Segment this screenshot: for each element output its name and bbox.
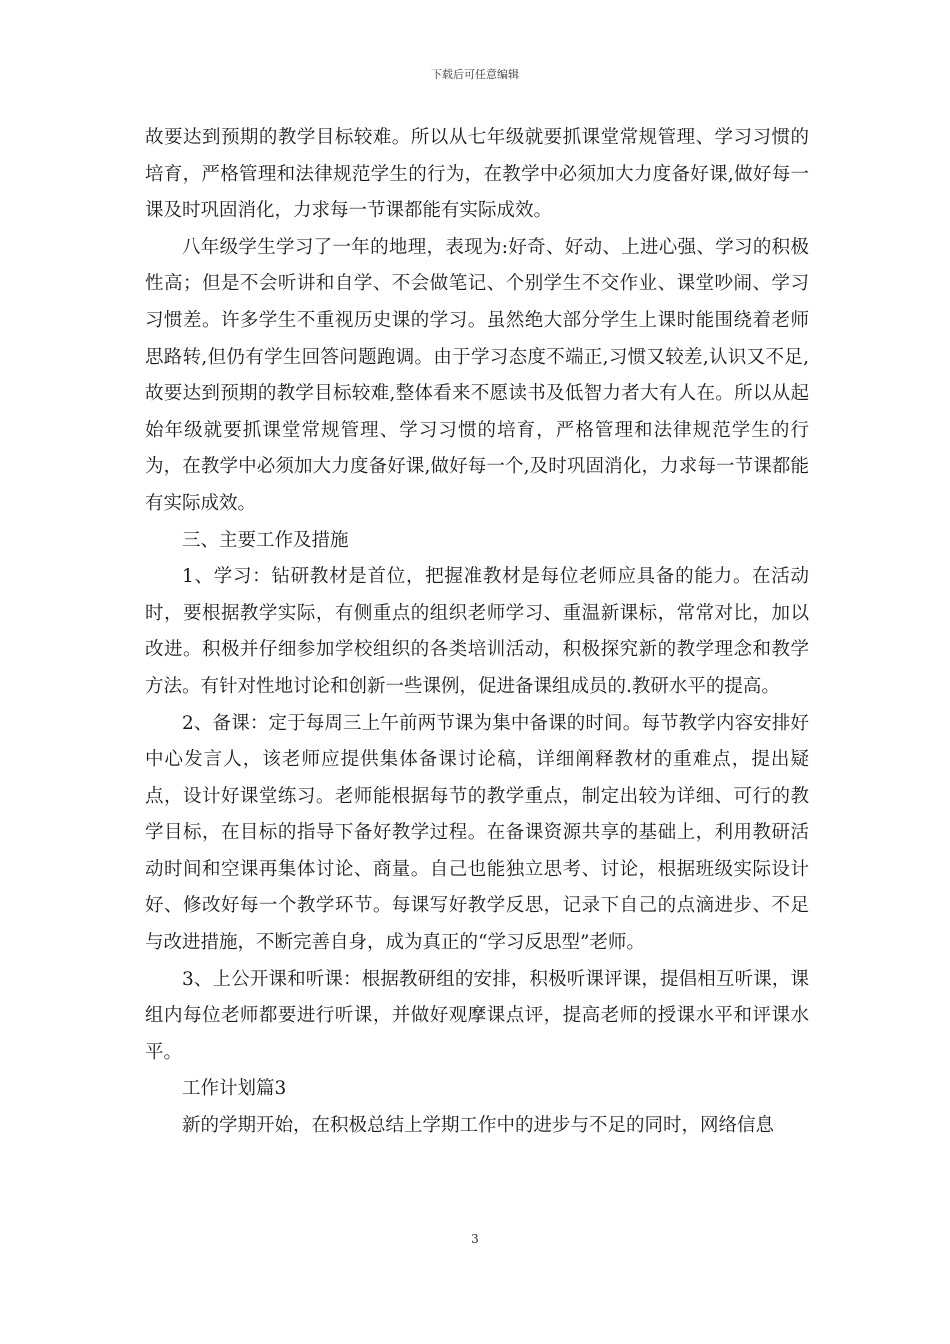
page-header: 下载后可任意编辑 [431,68,519,81]
paragraph-new-semester: 新的学期开始，在积极总结上学期工作中的进步与不足的同时，网络信息 [182,1115,775,1137]
section-heading-work-plan-3: 工作计划篇3 [182,1078,287,1100]
document-body [145,120,809,1145]
paragraph-lesson-prep: 2、备课：定于每周三上午前两节课为集中备课的时间。每节教学内容安排好中心发言人，该老师应提供集体备课讨论稿，详细阐释教材的重难点，提出疑点，设计好课堂练习。老师能根据每节的教学重点，制定出较为详细、可行的教学目标，在目标的指导下备好教学过程。在备课资源共享的基础上，利用教研活动时间和空课再集体讨论、商量。自己也能独立思考、讨论，根据班级实际设计好、修改好每一个教学环节。每课写好教学反思，记录下自己的点滴进步、不足与改进措施，不断完善自身，成为真正的“学习反思型”老师。 [145,712,809,954]
section-heading-main-work: 三、主要工作及措施 [182,529,349,551]
paragraph-study: 1、学习：钻研教材是首位，把握准教材是每位老师应具备的能力。在活动时，要根据教学实际，有侧重点的组织老师学习、重温新课标，常常对比，加以改进。积极并仔细参加学校组织的各类培训活动，积极探究新的教学理念和教学方法。有针对性地讨论和创新一些课例，促进备课组成员的.教研水平的提高。 [145,566,809,697]
paragraph-open-class: 3、上公开课和听课：根据教研组的安排，积极听课评课，提倡相互听课，课组内每位老师都要进行听课，并做好观摩课点评，提高老师的授课水平和评课水平。 [145,968,809,1063]
paragraph-1: 故要达到预期的教学目标较难。所以从七年级就要抓课堂常规管理、学习习惯的培育，严格管理和法律规范学生的行为，在教学中必须加大力度备好课,做好每一课及时巩固消化，力求每一节课都能有实际成效。 [145,127,809,222]
paragraph-2: 八年级学生学习了一年的地理，表现为:好奇、好动、上进心强、学习的积极性高；但是不会听讲和自学、不会做笔记、个别学生不交作业、课堂吵闹、学习习惯差。许多学生不重视历史课的学习。虽然绝大部分学生上课时能围绕着老师思路转,但仍有学生回答问题跑调。由于学习态度不端正,习惯又较差,认识又不足,故要达到预期的教学目标较难,整体看来不愿读书及低智力者大有人在。所以从起始年级就要抓课堂常规管理、学习习惯的培育，严格管理和法律规范学生的行为，在教学中必须加大力度备好课,做好每一个,及时巩固消化，力求每一节课都能有实际成效。 [145,236,809,514]
page-number: 3 [471,1232,479,1246]
